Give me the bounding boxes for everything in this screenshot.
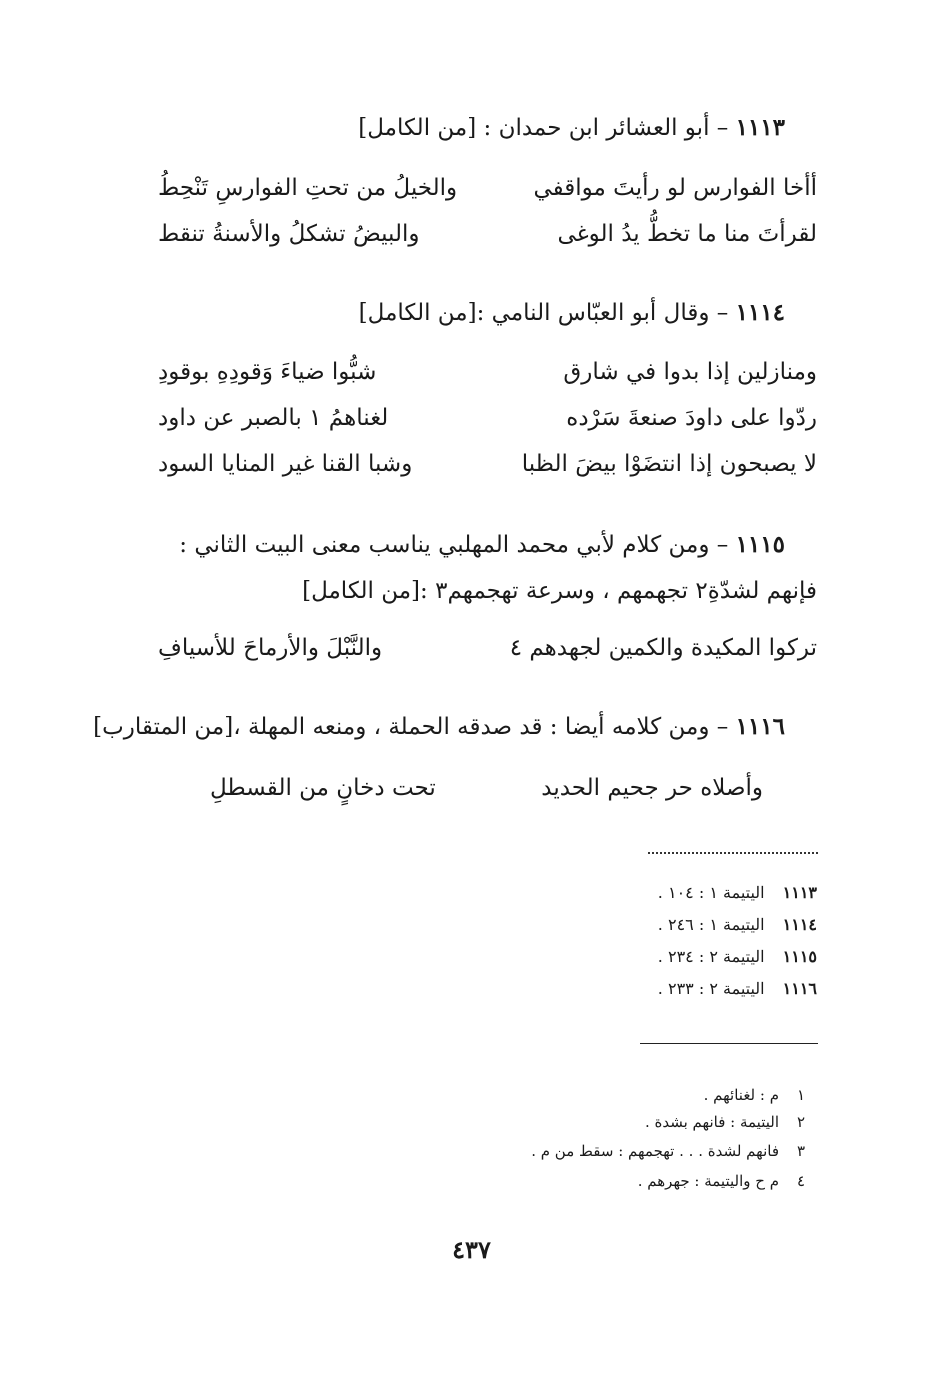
footnote-text: م ح واليتيمة : جهرهم . (637, 1172, 779, 1190)
entry-heading-text: – أبو العشائر ابن حمدان : [من الكامل] (358, 115, 729, 141)
verse-second-hemistich: والبيضُ تشكلُ والأسنةُ تنقط (158, 221, 420, 247)
footnote-key: ١ (796, 1086, 805, 1104)
footnote (704, 1084, 805, 1106)
source-text: اليتيمة ٢ : ٢٣٤ . (657, 947, 765, 966)
verse-first-hemistich: تركوا المكيدة والكمين لجهدهم ٤ (509, 635, 817, 661)
footnote-text: فانهم لشدة . . . تهجمهم : سقط من م . (531, 1142, 779, 1160)
entry-number: ١١١٦ (735, 713, 785, 740)
entry-heading-text: – ومن كلامه أيضا : قد صدقه الحملة ، ومنعه المهلة ،[من المتقارب] (93, 714, 729, 740)
footnote (531, 1140, 805, 1162)
footnote-key: ٣ (796, 1142, 805, 1160)
footnote-text: اليتيمة : فانهم بشدة . (644, 1113, 779, 1131)
verse-line (158, 172, 817, 204)
dotted-divider (648, 852, 818, 854)
source-number: ١١١٦ (782, 979, 817, 998)
footnote-text: م : لغنائهم . (703, 1086, 779, 1104)
verse-second-hemistich: والخيلُ من تحتِ الفوارسِ تَنْحِطُ (158, 175, 458, 201)
entry-heading-1114 (359, 298, 785, 328)
verse-second-hemistich: والنَّبْلَ والأرماحَ للأسيافِ (158, 635, 383, 661)
entry-heading-text: – وقال أبو العبّاس النامي :[من الكامل] (358, 300, 729, 326)
source-ref (658, 946, 817, 968)
verse-first-hemistich: لا يصبحون إذا انتضَوْا بيضَ الظبا (521, 451, 817, 477)
source-number: ١١١٣ (782, 883, 817, 902)
entry-heading-continuation: فإنهم لشدّةِ٢ تجهمهم ، وسرعة تهجمهم٣ :[من الكامل] (302, 578, 817, 604)
verse-first-hemistich: ومنازلين إذا بدوا في شارق (563, 359, 817, 385)
footnote-divider (640, 1043, 818, 1044)
entry-heading-text: – ومن كلام لأبي محمد المهلبي يناسب معنى البيت الثاني : (179, 532, 729, 558)
source-text: اليتيمة ١ : ١٠٤ . (657, 883, 765, 902)
verse-first-hemistich: ردّوا على داودَ صنعةَ سَرْده (566, 405, 817, 431)
footnote (638, 1170, 805, 1192)
footnote (645, 1111, 805, 1133)
source-text: اليتيمة ١ : ٢٤٦ . (657, 915, 765, 934)
entry-heading-1115 (179, 530, 785, 560)
verse-second-hemistich: تحت دخانٍ من القسطلِ (210, 775, 436, 801)
verse-first-hemistich: لقرأتَ منا ما تخطُّ يدُ الوغى (557, 221, 817, 247)
entry-number: ١١١٥ (735, 531, 785, 558)
source-text: اليتيمة ٢ : ٢٣٣ . (657, 979, 765, 998)
source-number: ١١١٤ (782, 915, 817, 934)
page-number: ٤٣٧ (452, 1235, 491, 1264)
verse-line (158, 448, 817, 480)
verse-first-hemistich: أأخا الفوارس لو رأيتَ مواقفي (533, 175, 817, 201)
entry-heading-1113 (358, 113, 785, 143)
entry-number: ١١١٣ (735, 114, 785, 141)
verse-second-hemistich: لغناهمُ ١ بالصبر عن داود (158, 405, 389, 431)
verse-line (158, 356, 817, 388)
verse-first-hemistich: وأصلاه حر جحيم الحديد (541, 775, 763, 801)
verse-second-hemistich: شبُّوا ضياءَ وَقودِهِ بوقودِ (158, 359, 377, 385)
source-ref (658, 914, 817, 936)
verse-line (158, 402, 817, 434)
verse-line (210, 772, 763, 804)
source-ref (658, 978, 817, 1000)
source-number: ١١١٥ (782, 947, 817, 966)
verse-line (158, 632, 817, 664)
entry-heading-1116 (93, 712, 785, 742)
verse-second-hemistich: وشبا القنا غير المنايا السود (158, 451, 413, 477)
entry-number: ١١١٤ (735, 299, 785, 326)
footnote-key: ٢ (796, 1113, 805, 1131)
verse-line (158, 218, 817, 250)
footnote-key: ٤ (796, 1172, 805, 1190)
source-ref (658, 882, 817, 904)
